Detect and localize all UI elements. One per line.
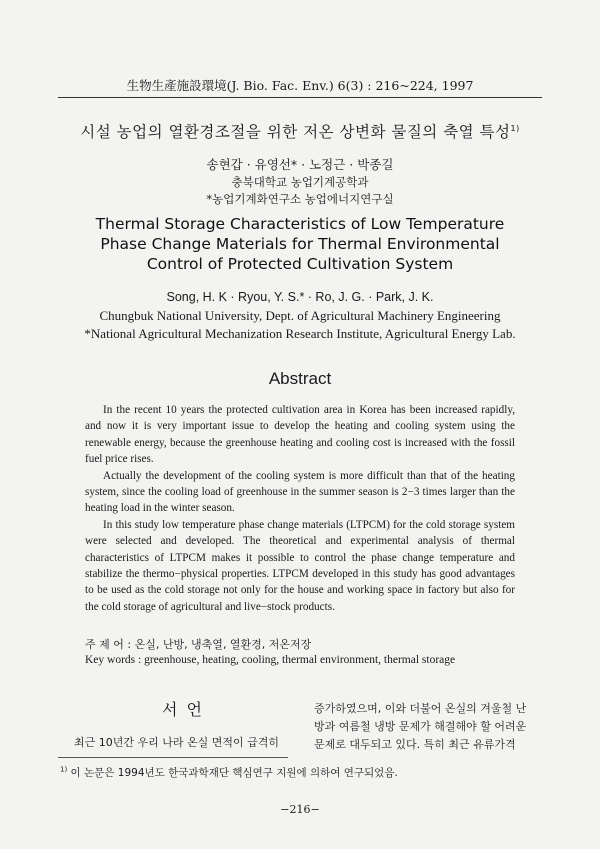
english-title-line: Thermal Storage Characteristics of Low Temperature	[95, 215, 505, 233]
korean-authors: 송현갑 · 유영선* · 노정근 · 박종길	[206, 157, 394, 172]
title-footnote-marker: 1)	[510, 123, 520, 133]
korean-title	[0, 120, 600, 142]
journal-citation: 生物生產施設環境(J. Bio. Fac. Env.) 6(3) : 216~224, 1997	[126, 78, 474, 93]
abstract-body	[85, 402, 515, 615]
english-affiliation-2: *National Agricultural Mechanization Research Institute, Agricultural Energy Lab.	[84, 326, 516, 341]
intro-line: 증가하였으며, 이와 더불어 온실의 겨울철 난	[314, 702, 527, 715]
footnote-text: 이 논문은 1994년도 한국과학재단 핵심연구 지원에 의하여 연구되었음.	[67, 767, 398, 779]
intro-line: 방과 여름철 냉방 문제가 해결해야 할 어려운	[314, 720, 527, 733]
korean-title-text: 시설 농업의 열환경조절을 위한 저온 상변화 물질의 축열 특성	[80, 123, 511, 141]
english-authors: Song, H. K · Ryou, Y. S.* · Ro, J. G. · Park, J. K.	[166, 290, 434, 304]
english-title-line: Control of Protected Cultivation System	[146, 255, 454, 273]
intro-left-column: 최근 10년간 우리 나라 온실 면적이 급격히	[74, 736, 279, 749]
english-title-line: Phase Change Materials for Thermal Environmental	[100, 235, 500, 253]
english-title	[0, 214, 600, 274]
abstract-paragraph: In this study low temperature phase change materials (LTPCM) for the cold storage system were selected and developed. The theoretical and experimental analysis of thermal characteristics of LTPCM makes it possible to control the phase change temperature and stabilize the thermo−physical properties. LTPCM developed in this study has good advantages to be used as the cold storage not only for the house and working space in factory but also for the cold storage of agricultural and live−stock products.	[85, 518, 515, 613]
footnote	[60, 765, 398, 780]
footnote-rule	[58, 757, 288, 758]
abstract-paragraph: In the recent 10 years the protected cultivation area in Korea has been increased rapidly, and now it is very important issue to develop the heating and cooling system using the renewable energy, because the greenhouse heating and cooling cost is increased with the fossil fuel price rises.	[85, 404, 515, 466]
korean-affiliation-1: 충북대학교 농업기계공학과	[231, 175, 369, 189]
header-rule	[58, 97, 542, 98]
korean-keywords: 주 제 어 : 온실, 난방, 냉축열, 열환경, 저온저장	[85, 638, 312, 651]
intro-line: 문제로 대두되고 있다. 특히 최근 유류가격	[314, 738, 516, 751]
abstract-paragraph: Actually the development of the cooling system is more difficult than that of the heating system, since the cooling load of greenhouse in the summer season is 2−3 times larger than the heating load in the winter season.	[85, 469, 515, 515]
page-number: −216−	[280, 803, 320, 816]
abstract-heading: Abstract	[268, 369, 332, 388]
intro-right-column	[314, 700, 542, 754]
footnote-marker: 1)	[60, 765, 68, 774]
english-keywords: Key words : greenhouse, heating, cooling, thermal environment, thermal storage	[85, 654, 456, 666]
english-affiliation-1: Chungbuk National University, Dept. of Agricultural Machinery Engineering	[99, 308, 501, 323]
english-affiliations	[0, 307, 600, 343]
korean-affiliation-2: *농업기계화연구소 농업에너지연구실	[206, 192, 394, 206]
section-heading: 서 언	[162, 700, 204, 719]
